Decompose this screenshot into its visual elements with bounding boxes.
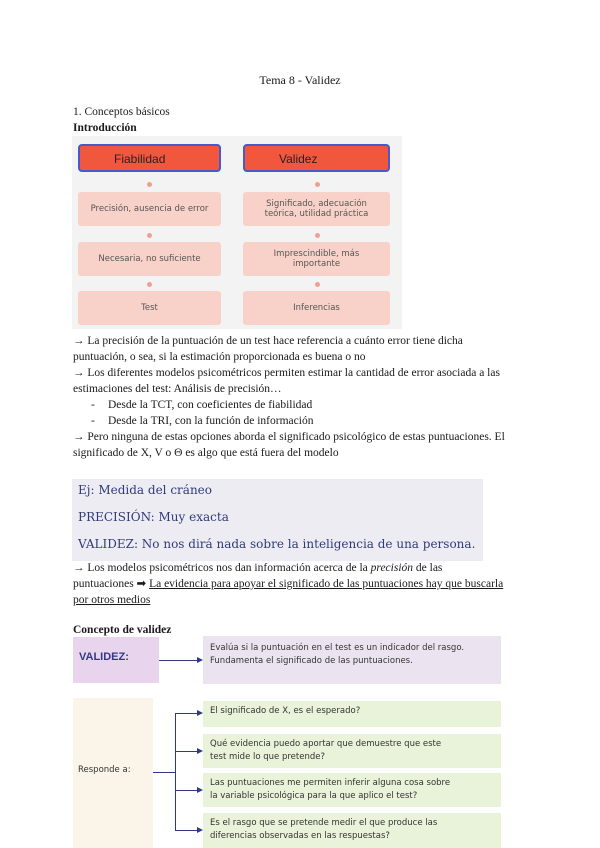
validez-item: Inferencias bbox=[243, 291, 390, 325]
page-title: Tema 8 - Validez bbox=[259, 73, 341, 87]
validez-item bbox=[243, 242, 390, 276]
validez-item-line: importante bbox=[292, 259, 341, 269]
connector-dot bbox=[147, 282, 152, 287]
fiabilidad-header: Fiabilidad bbox=[78, 144, 221, 172]
bullet-marker: - bbox=[91, 399, 95, 411]
paragraph-line: estimaciones del test: Análisis de precisión… bbox=[73, 383, 282, 395]
question-line: test mide lo que pretende? bbox=[210, 752, 325, 762]
responde-label: Responde a: bbox=[73, 698, 153, 848]
question-line: Qué evidencia puedo aportar que demuestre que este bbox=[210, 739, 442, 749]
bullet-marker: - bbox=[91, 415, 95, 427]
validez-header: Validez bbox=[243, 144, 390, 172]
paragraph-line: puntuación, o sea, si la estimación proporcionada es buena o no bbox=[73, 351, 366, 363]
paragraph-line bbox=[73, 560, 442, 576]
connector-line bbox=[159, 660, 197, 661]
paragraph-line bbox=[73, 592, 150, 608]
example-line: Ej: Medida del cráneo bbox=[78, 483, 212, 497]
validez-item-line: Imprescindible, más bbox=[273, 249, 360, 259]
paragraph-line bbox=[73, 576, 503, 592]
question-line: la variable psicológica para la que aplico el test? bbox=[210, 791, 418, 801]
question-line: Las puntuaciones me permiten inferir alguna cosa sobre bbox=[210, 778, 451, 788]
fiabilidad-validez-diagram bbox=[72, 136, 402, 329]
connector-dot bbox=[147, 182, 152, 187]
connector-line bbox=[175, 713, 176, 830]
question-line: El significado de X, es el esperado? bbox=[210, 706, 361, 716]
text-run: puntuaciones ➡ bbox=[73, 578, 150, 590]
validez-item-line: Significado, adecuación bbox=[266, 199, 367, 209]
text-run: de las bbox=[413, 562, 443, 574]
connector-line bbox=[175, 830, 197, 831]
example-box bbox=[72, 479, 483, 561]
connector-line bbox=[175, 713, 197, 714]
connector-line bbox=[153, 772, 175, 773]
concept-heading: Concepto de validez bbox=[73, 624, 172, 636]
connector-dot bbox=[147, 233, 152, 238]
connector-dot bbox=[315, 282, 320, 287]
connector-line bbox=[175, 790, 197, 791]
bullet-item: Desde la TCT, con coeficientes de fiabilidad bbox=[108, 399, 313, 411]
definition-line: Fundamenta el significado de las puntuaciones. bbox=[210, 656, 413, 666]
question-box bbox=[203, 813, 501, 848]
connector-dot bbox=[315, 182, 320, 187]
paragraph-line: → La precisión de la puntuación de un test hace referencia a cuánto error tiene dicha bbox=[73, 335, 463, 347]
connector-line bbox=[175, 751, 197, 752]
validez-definition bbox=[203, 636, 501, 684]
question-box bbox=[203, 701, 501, 727]
question-box bbox=[203, 734, 501, 768]
validez-item-line: teórica, utilidad práctica bbox=[264, 209, 369, 219]
fiabilidad-item: Precisión, ausencia de error bbox=[78, 192, 221, 226]
section-heading: 1. Conceptos básicos bbox=[73, 106, 170, 118]
text-run: → Los modelos psicométricos nos dan información acerca de la bbox=[73, 562, 371, 574]
intro-heading: Introducción bbox=[73, 122, 137, 134]
question-line: diferencias observadas en las respuestas? bbox=[210, 831, 390, 841]
paragraph-line: → Pero ninguna de estas opciones aborda el significado psicológico de estas puntuaciones. El bbox=[73, 431, 505, 443]
example-line: PRECISIÓN: Muy exacta bbox=[78, 510, 229, 524]
underlined-text: La evidencia para apoyar el significado de las puntuaciones hay que buscarla bbox=[149, 578, 504, 590]
paragraph-line: → Los diferentes modelos psicométricos permiten estimar la cantidad de error asociada a las bbox=[73, 367, 500, 379]
connector-dot bbox=[315, 233, 320, 238]
underlined-text: por otros medios bbox=[73, 594, 151, 606]
example-line: VALIDEZ: No nos dirá nada sobre la inteligencia de una persona. bbox=[78, 537, 476, 551]
fiabilidad-item: Test bbox=[78, 291, 221, 325]
definition-line: Evalúa si la puntuación en el test es un indicador del rasgo. bbox=[210, 643, 465, 653]
validez-item bbox=[243, 192, 390, 226]
fiabilidad-item: Necesaria, no suficiente bbox=[78, 242, 221, 276]
validez-label: VALIDEZ: bbox=[73, 637, 159, 683]
question-line: Es el rasgo que se pretende medir el que produce las bbox=[210, 818, 438, 828]
bullet-item: Desde la TRI, con la función de información bbox=[108, 415, 314, 427]
question-box bbox=[203, 773, 501, 807]
paragraph-line: significado de X, V o Θ es algo que está fuera del modelo bbox=[73, 447, 339, 459]
italic-term: precisión bbox=[370, 562, 414, 574]
